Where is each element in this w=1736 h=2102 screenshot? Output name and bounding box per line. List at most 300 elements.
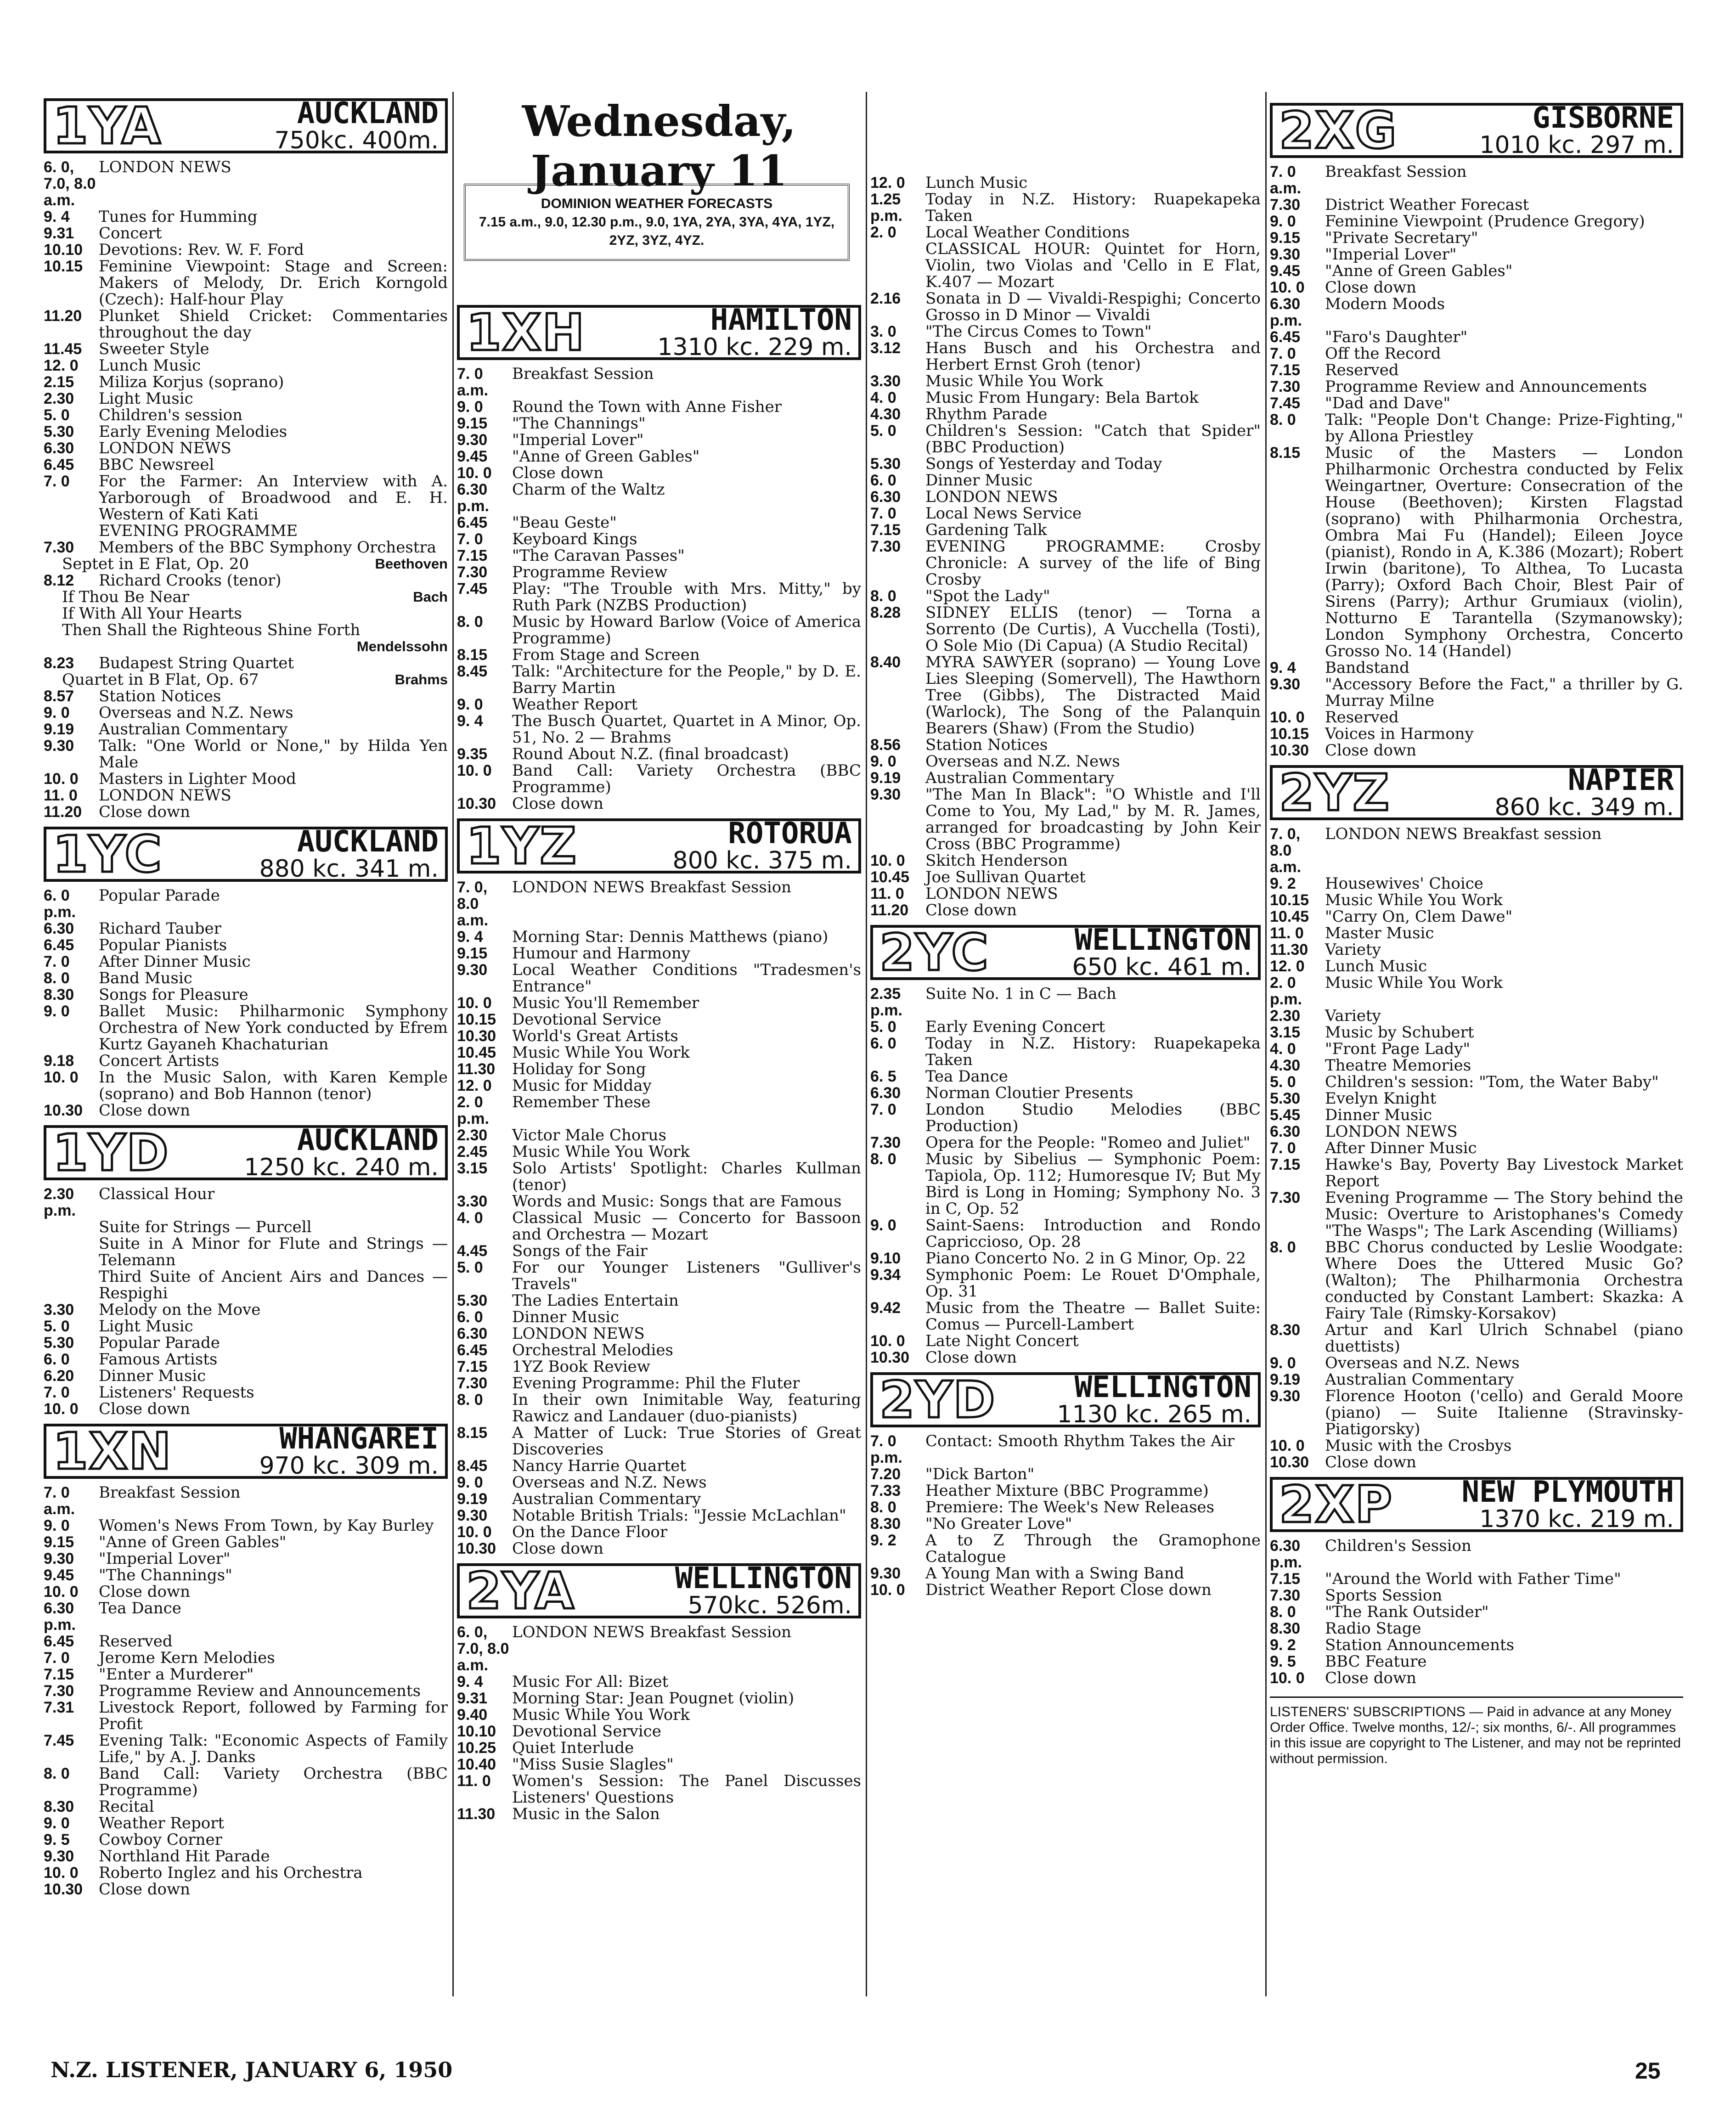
page-number: 25 (1635, 2058, 1661, 2084)
programme-title: Florence Hooton ('cello) and Gerald Moore (piano) — Suite Italienne (Stravinsky-Piatigorsky) (1325, 1387, 1683, 1438)
programme-time: 10. 0 (457, 464, 492, 482)
programme-title: Close down (99, 1880, 190, 1899)
programme-time: 10. 0 (1270, 1669, 1305, 1687)
station-frequency: 570kc. 526m. (688, 1592, 852, 1619)
programme-item (457, 995, 861, 1011)
programme-title: Devotions: Rev. W. F. Ford (99, 241, 304, 259)
programme-item (457, 1425, 861, 1458)
programme-item (1270, 742, 1683, 759)
programme-title: A Young Man with a Swing Band (925, 1564, 1184, 1583)
programme-item (457, 1160, 861, 1193)
programme-time: 9. 0 (44, 1815, 70, 1832)
programme-item (870, 1217, 1261, 1250)
programme-time: 7.15 (457, 547, 488, 564)
programme-title: Evelyn Knight (1325, 1089, 1437, 1108)
programme-title: EVENING PROGRAMME (99, 522, 298, 540)
programme-title: 1YZ Book Review (512, 1358, 650, 1376)
programme-item (1270, 1437, 1683, 1454)
programme-title: Saint-Saens: Introduction and Rondo Capriccioso, Op. 28 (925, 1216, 1261, 1251)
programme-item (44, 787, 448, 804)
programme-time: 6.30 (870, 488, 901, 506)
programme-time: 7.30 (1270, 1587, 1301, 1604)
programme-time: 7.31 (44, 1699, 74, 1716)
programme-title: Overseas and N.Z. News (925, 752, 1120, 771)
programme-item (44, 1832, 448, 1848)
programme-item (870, 1499, 1261, 1516)
programme-item (44, 1484, 448, 1517)
programme-time: 8.57 (44, 688, 74, 705)
station-header-1xn (44, 1424, 448, 1479)
programme-item (457, 1325, 861, 1342)
programme-item (44, 1351, 448, 1368)
weather-text: 7.15 a.m., 9.0, 12.30 p.m., 9.0, 1YA, 2YA, 3YA, 4YA, 1YZ, 2YZ, 3YZ, 4YZ. (479, 214, 835, 248)
programme-title: LONDON NEWS (925, 488, 1058, 506)
programme-time: 3.30 (457, 1193, 488, 1210)
programme-time: 9.19 (1270, 1371, 1301, 1388)
programme-item (870, 1035, 1261, 1068)
programme-item (870, 241, 1261, 290)
programme-time: 3. 0 (870, 323, 896, 340)
programme-item (457, 1127, 861, 1144)
programme-item (1270, 246, 1683, 263)
programme-item (1270, 1140, 1683, 1156)
programme-time: 8. 0 (1270, 1239, 1296, 1256)
programme-item (870, 522, 1261, 538)
programme-item (457, 1061, 861, 1077)
programme-list-2yc (870, 986, 1261, 1366)
programme-title: Weather Report (512, 695, 638, 714)
programme-title: Notable British Trials: "Jessie McLachlan" (512, 1506, 846, 1525)
programme-title: Tea Dance (925, 1067, 1008, 1086)
programme-title: Housewives' Choice (1325, 874, 1483, 893)
programme-item (457, 547, 861, 564)
programme-title: BBC Newsreel (99, 456, 214, 474)
programme-item (1270, 676, 1683, 709)
programme-title: Charm of the Waltz (512, 480, 665, 499)
programme-title: Music While You Work (925, 372, 1104, 390)
programme-time: 9. 0 (870, 753, 896, 770)
station-logo: 1XH (466, 303, 586, 362)
programme-title: Close down (512, 464, 603, 482)
programme-title: Ballet Music: Philharmonic Symphony Orchestra of New York conducted by Efrem Kurtz Gayaneh Khachaturian (99, 1002, 448, 1054)
programme-time: 9.10 (870, 1250, 901, 1267)
programme-title: "Front Page Lady" (1325, 1040, 1471, 1058)
programme-title: Symphonic Poem: Le Rouet D'Omphale, Op. 31 (925, 1266, 1261, 1301)
programme-title: MYRA SAWYER (soprano) — Young Love Lies Sleeping (Somervell), The Hawthorn Tree (Gibbs), The Distracted Maid (Warlock), The Song of the Palanquin Bearers (Shaw) (From the Studio) (925, 653, 1261, 738)
programme-time: 3.12 (870, 339, 901, 357)
programme-item: Septet in E Flat, Op. 20 Beethoven (62, 555, 448, 573)
programme-time: 2.30 (44, 390, 74, 407)
programme-time: 7.33 (870, 1482, 901, 1499)
programme-item (1270, 378, 1683, 395)
programme-time: 8. 0 (457, 613, 483, 631)
programme-list-1yc (44, 887, 448, 1119)
programme-time: 11. 0 (44, 787, 78, 804)
programme-title: LONDON NEWS (99, 158, 231, 176)
programme-time: 6.45 (44, 1633, 74, 1650)
programme-time: 7.30 (457, 1375, 488, 1392)
programme-time: 7.30 (1270, 196, 1301, 214)
programme-time: 5. 0 (870, 1018, 896, 1036)
programme-time: 8.28 (870, 604, 901, 621)
programme-title: Programme Review and Announcements (1325, 378, 1647, 396)
programme-time: 1.25 p.m. (870, 191, 902, 225)
programme-item (1270, 263, 1683, 279)
programme-time: 7.30 (1270, 378, 1301, 395)
programme-title: Music by Sibelius — Symphonic Poem: Tapiola, Op. 112; Humoresque IV; But My Bird is Long in Homing; Symphony No. 3 in C, Op. 52 (925, 1150, 1261, 1218)
programme-item (870, 1101, 1261, 1134)
programme-item (457, 1524, 861, 1540)
station-city: WELLINGTON (1074, 923, 1251, 957)
programme-title: Dinner Music (925, 471, 1033, 490)
programme-item (44, 456, 448, 473)
station-frequency: 1130 kc. 265 m. (1057, 1401, 1251, 1428)
station-city: GISBORNE (1532, 101, 1674, 135)
programme-item (44, 539, 448, 556)
programme-title: LONDON NEWS (1325, 1122, 1458, 1141)
station-frequency: 1010 kc. 297 m. (1479, 131, 1674, 159)
programme-time: 9.40 (457, 1706, 488, 1724)
programme-time: 10.40 (457, 1756, 496, 1773)
programme-title: LONDON NEWS (99, 786, 231, 805)
programme-title: Suite for Strings — Purcell (99, 1218, 312, 1236)
programme-title: "No Greater Love" (925, 1515, 1072, 1533)
programme-time: 9.30 (1270, 246, 1301, 263)
programme-title: Close down (1325, 1453, 1416, 1471)
programme-title: Music While You Work (512, 1043, 690, 1062)
programme-title: Music of the Masters — London Philharmonic Orchestra conducted by Felix Weingartner, Overture: Consecration of the House (Beethoven); Kirsten Flagstad (soprano) with Philharmonia Orchestra, Ombra Mai Fu (Handel); Eileen Joyce (pianist), Rondo in A, K.386 (Mozart); Robert Irwin (baritone), To Althea, To Lucasta (Parry); Oxford Bach Choir, Blest Pair of Sirens (Parry); Arthur Grumiaux (violin), Notturno E Tarantella (Szymanowsky); London Symphony Orchestra, Concerto Grosso No. 14 (Handel) (1325, 444, 1683, 660)
programme-item (44, 1798, 448, 1815)
programme-item (457, 1044, 861, 1061)
programme-title: Master Music (1325, 924, 1434, 942)
programme-title: Breakfast Session (1325, 163, 1467, 181)
programme-time: 2.30 (457, 1127, 488, 1144)
programme-title: BBC Feature (1325, 1652, 1427, 1671)
programme-item (44, 1268, 448, 1302)
programme-title: Off the Record (1325, 344, 1441, 363)
programme-item (44, 986, 448, 1003)
programme-time: 4.45 (457, 1242, 488, 1260)
programme-time: 9.30 (44, 737, 74, 755)
programme-item (870, 389, 1261, 406)
programme-item (1270, 1388, 1683, 1437)
programme-list-1ya-late (44, 688, 448, 820)
programme-item (457, 1707, 861, 1723)
station-header-2yc (870, 925, 1261, 980)
programme-title: "The Circus Comes to Town" (925, 322, 1152, 341)
programme-item (1270, 1156, 1683, 1189)
programme-title: Theatre Memories (1325, 1056, 1471, 1075)
programme-time: 9. 0 (44, 1517, 70, 1534)
programme-item (457, 663, 861, 696)
programme-title: Songs of the Fair (512, 1242, 648, 1260)
programme-item (44, 258, 448, 308)
programme-time: 5.30 (44, 423, 74, 440)
programme-time: 7. 0 (44, 1384, 70, 1401)
programme-item (457, 1094, 861, 1127)
programme-title: Opera for the People: "Romeo and Juliet" (925, 1133, 1251, 1152)
programme-title: Music From Hungary: Bela Bartok (925, 389, 1199, 407)
programme-time: 11.45 (44, 340, 82, 358)
programme-item (1270, 1041, 1683, 1057)
programme-time: 7.15 (457, 1358, 488, 1375)
programme-time: 12. 0 (457, 1077, 492, 1094)
programme-time: 9.19 (44, 721, 74, 738)
programme-time: 6.45 (457, 1341, 488, 1359)
programme-item (44, 1335, 448, 1351)
programme-title: Feminine Viewpoint: Stage and Screen: Makers of Melody, Dr. Erich Korngold (Czech): Half-hour Play (99, 257, 448, 309)
programme-time: 9.34 (870, 1266, 901, 1284)
programme-time: 10.10 (44, 241, 83, 259)
programme-time: 10. 0 (1270, 1437, 1305, 1454)
programme-time: 7. 0 (44, 953, 70, 970)
programme-item (870, 1151, 1261, 1217)
programme-title: "Dick Barton" (925, 1465, 1035, 1483)
programme-title: Popular Parade (99, 886, 220, 905)
station-logo: 2YA (466, 1561, 575, 1620)
programme-time: 9.30 (457, 1507, 488, 1524)
programme-title: Nancy Harrie Quartet (512, 1457, 686, 1475)
programme-time: 6.30 (870, 1084, 901, 1102)
programme-item (457, 1624, 861, 1674)
programme-list-1yd (44, 1186, 448, 1417)
programme-title: Overseas and N.Z. News (1325, 1354, 1520, 1372)
programme-title: "Miss Susie Slagles" (512, 1755, 674, 1774)
programme-list-1xh (457, 366, 861, 812)
programme-time: 8. 0 (870, 1499, 896, 1516)
programme-time: 6.30 p.m. (1270, 1537, 1302, 1571)
programme-title: Sonata in D — Vivaldi-Respighi; Concerto Grosso in D Minor — Vivaldi (925, 289, 1261, 324)
programme-item (457, 1756, 861, 1773)
station-city: WHANGAREI (279, 1422, 439, 1456)
programme-time: 6. 0, 7.0, 8.0 a.m. (44, 158, 96, 209)
programme-time: 8.15 (1270, 444, 1301, 462)
programme-time: 2.16 (870, 290, 901, 307)
programme-time: 9. 0 (1270, 1354, 1296, 1372)
programme-item (1270, 1454, 1683, 1471)
programme-time: 6.30 (44, 920, 74, 937)
programme-title: Round the Town with Anne Fisher (512, 398, 782, 416)
programme-title: Third Suite of Ancient Airs and Dances — Respighi (99, 1268, 448, 1302)
programme-title: Devotional Service (512, 1722, 661, 1741)
programme-title: "Carry On, Clem Dawe" (1325, 907, 1513, 926)
programme-item (870, 538, 1261, 588)
programme-title: Popular Pianists (99, 936, 227, 954)
programme-title: Evening Talk: "Economic Aspects of Family Life," by A. J. Danks (99, 1731, 448, 1766)
programme-item (870, 588, 1261, 604)
programme-item (870, 885, 1261, 902)
programme-list-2yd (870, 1433, 1261, 1598)
programme-time: 10.30 (457, 795, 496, 812)
programme-time: 12. 0 (1270, 958, 1305, 975)
programme-title: Overseas and N.Z. News (99, 704, 293, 722)
programme-time: 3.15 (457, 1160, 488, 1177)
programme-item (457, 1507, 861, 1524)
programme-time: 9.19 (457, 1490, 488, 1508)
programme-title: "Anne of Green Gables" (1325, 262, 1513, 280)
programme-time: 10.15 (457, 1011, 496, 1028)
programme-item (1270, 1239, 1683, 1322)
programme-time: 7. 0 (44, 1649, 70, 1667)
programme-time: 7.45 (457, 580, 488, 597)
programme-title: "Imperial Lover" (1325, 245, 1457, 264)
programme-item (44, 953, 448, 970)
programme-time: 9. 4 (457, 928, 483, 946)
programme-time: 6.30 p.m. (1270, 295, 1302, 329)
programme-time: 10.30 (870, 1349, 910, 1366)
programme-item (1270, 345, 1683, 362)
programme-item (44, 1881, 448, 1898)
programme-title: Station Notices (925, 736, 1048, 754)
programme-item (44, 1699, 448, 1732)
programme-item (870, 323, 1261, 340)
programme-title: LONDON NEWS (512, 1324, 645, 1343)
programme-title: Miliza Korjus (soprano) (99, 373, 284, 391)
programme-item (44, 242, 448, 258)
programme-title: "Private Secretary" (1325, 229, 1478, 247)
programme-title: Close down (1325, 1669, 1416, 1687)
programme-time: 7.15 (1270, 1570, 1301, 1588)
programme-title: Overseas and N.Z. News (512, 1473, 707, 1492)
programme-item (1270, 1538, 1683, 1571)
programme-item (1270, 1637, 1683, 1653)
programme-time: 4. 0 (1270, 1040, 1296, 1058)
programme-title: Quiet Interlude (512, 1739, 634, 1757)
programme-title: The Busch Quartet, Quartet in A Minor, Op. 51, No. 2 — Brahms (512, 712, 861, 747)
programme-item (457, 1806, 861, 1822)
programme-title: Tea Dance (99, 1599, 181, 1617)
programme-item (870, 1333, 1261, 1349)
programme-time: 6.30 (457, 1325, 488, 1342)
programme-title: Devotional Service (512, 1010, 661, 1029)
station-city: WELLINGTON (1074, 1370, 1251, 1404)
programme-item (44, 1666, 448, 1683)
programme-title: Popular Parade (99, 1334, 220, 1352)
programme-item (457, 879, 861, 929)
programme-time: 10.30 (1270, 1454, 1309, 1471)
programme-item (457, 1011, 861, 1028)
programme-time: 8.45 (457, 1457, 488, 1475)
programme-item (1270, 1024, 1683, 1041)
programme-title: Gardening Talk (925, 521, 1047, 539)
programme-time: 5. 0 (870, 422, 896, 440)
programme-item (44, 1186, 448, 1219)
programme-item (44, 374, 448, 390)
programme-item (457, 514, 861, 531)
station-logo: 2XP (1279, 1475, 1393, 1534)
programme-time: 12. 0 (44, 357, 79, 374)
programme-item (457, 1474, 861, 1491)
programme-item (457, 1375, 861, 1392)
programme-time: 2.15 (44, 373, 74, 391)
programme-list-2yz (1270, 826, 1683, 1471)
programme-time: 7. 0 a.m. (44, 1484, 75, 1518)
programme-item (1270, 1587, 1683, 1604)
programme-title: Close down (925, 901, 1017, 919)
programme-title: Orchestral Melodies (512, 1341, 673, 1359)
programme-item (44, 804, 448, 820)
programme-time: 5. 0 (44, 406, 70, 424)
programme-time: 7.15 (1270, 361, 1301, 379)
programme-time: 9.30 (44, 1550, 74, 1567)
programme-item (44, 1683, 448, 1699)
programme-title: Children's Session (1325, 1537, 1471, 1555)
programme-title: In the Music Salon, with Karen Kemple (soprano) and Bob Hannon (tenor) (99, 1068, 448, 1103)
programme-time: 9. 2 (1270, 875, 1296, 892)
programme-item (44, 1732, 448, 1765)
programme-item (870, 406, 1261, 423)
programme-item (44, 937, 448, 953)
programme-item (870, 902, 1261, 919)
station-header-1yc (44, 827, 448, 882)
programme-item (1270, 296, 1683, 329)
programme-title: Suite No. 1 in C — Bach (925, 985, 1116, 1003)
programme-time: 8. 0 (44, 1765, 70, 1782)
programme-item (1270, 362, 1683, 378)
programme-title: Lunch Music (1325, 957, 1427, 975)
programme-item (870, 1300, 1261, 1333)
programme-item (870, 423, 1261, 456)
programme-time: 9.18 (44, 1052, 74, 1070)
programme-time: 10. 0 (870, 1581, 905, 1599)
programme-title: Joe Sullivan Quartet (925, 868, 1086, 886)
programme-title: Music by Howard Barlow (Voice of America Programme) (512, 613, 861, 648)
programme-title: Australian Commentary (99, 720, 288, 738)
programme-item (457, 929, 861, 945)
programme-title: A to Z Through the Gramophone Catalogue (925, 1531, 1261, 1566)
programme-time: 4. 0 (870, 389, 896, 406)
programme-item (1270, 875, 1683, 892)
programme-title: Premiere: The Week's New Releases (925, 1498, 1215, 1516)
programme-item (870, 654, 1261, 737)
programme-title: Reserved (1325, 708, 1399, 727)
programme-item (457, 713, 861, 746)
programme-title: Close down (512, 1539, 603, 1558)
weather-title: DOMINION WEATHER FORECASTS (541, 196, 773, 211)
programme-item (44, 1053, 448, 1069)
programme-title: Dinner Music (1325, 1106, 1432, 1124)
programme-title: Rhythm Parade (925, 405, 1048, 423)
programme-list-2xp (1270, 1538, 1683, 1686)
programme-title: Piano Concerto No. 2 in G Minor, Op. 22 (925, 1249, 1246, 1268)
programme-title: Holiday for Song (512, 1060, 646, 1078)
programme-item (44, 407, 448, 423)
programme-list-2xg (1270, 163, 1683, 759)
programme-title: LONDON NEWS Breakfast Session (512, 878, 792, 896)
programme-list-2ya-continued (870, 175, 1261, 919)
programme-title: Children's Session: "Catch that Spider" (BBC Production) (925, 422, 1261, 456)
programme-title: Cowboy Corner (99, 1831, 222, 1849)
programme-time: 10.15 (1270, 891, 1309, 909)
programme-time: 7. 0 (870, 505, 896, 522)
programme-title: Band Call: Variety Orchestra (BBC Programme) (99, 1764, 448, 1799)
programme-title: "Imperial Lover" (99, 1550, 231, 1568)
programme-time: 9. 4 (457, 1673, 483, 1691)
programme-title: EVENING PROGRAMME: Crosby Chronicle: A survey of the life of Bing Crosby (925, 537, 1261, 589)
station-logo: 2XG (1279, 101, 1398, 160)
programme-time: 8.30 (1270, 1620, 1301, 1637)
programme-time: 9.30 (870, 786, 901, 803)
programme-time: 6.30 p.m. (457, 481, 489, 515)
programme-item (44, 970, 448, 986)
programme-item (1270, 213, 1683, 230)
programme-time: 10.15 (44, 258, 83, 275)
programme-time: 10. 0 (44, 1069, 79, 1086)
programme-time: 11.30 (1270, 941, 1308, 958)
programme-item (44, 1534, 448, 1550)
programme-item (870, 290, 1261, 323)
programme-title: LONDON NEWS (99, 439, 231, 457)
